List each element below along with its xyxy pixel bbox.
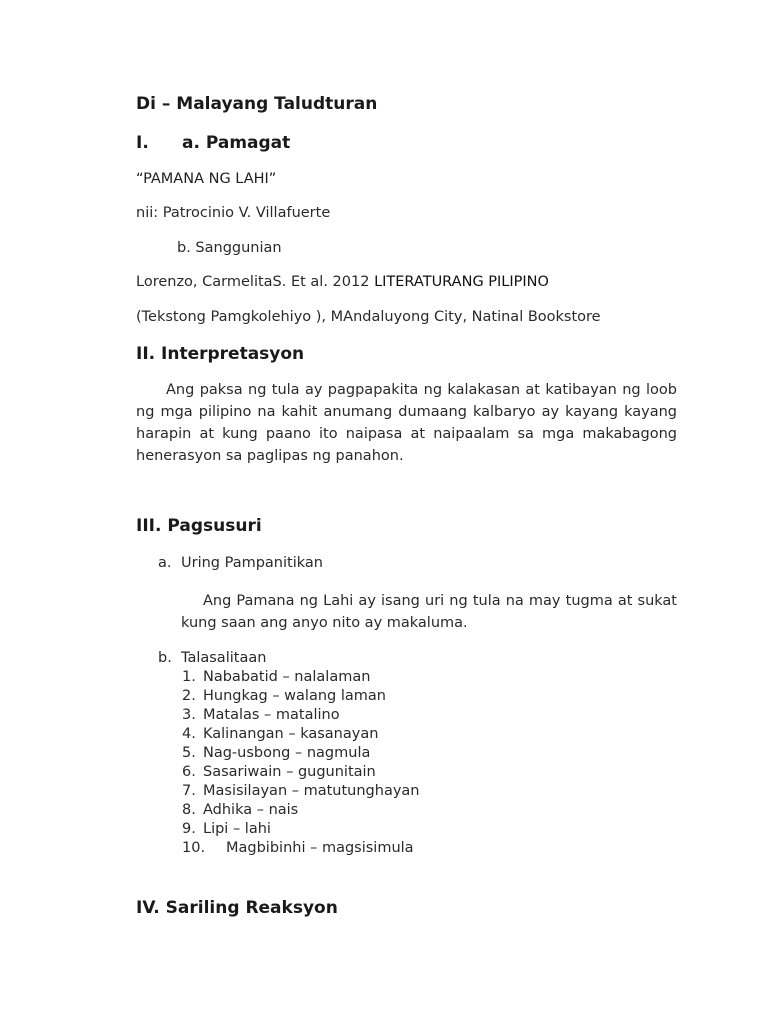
list-item-number: 6. — [182, 764, 196, 780]
list-item-number: 3. — [182, 707, 196, 723]
section-3-heading: III. Pagsusuri — [136, 516, 262, 536]
interpretation-text: Ang paksa ng tula ay pagpapakita ng kalakasan at katibayan ng loob ng mga pilipino na kahit anumang dumaang kalbaryo ay kayang kayang harapin at kung paano ito naipasa at naipaalam sa mga makabagong henerasyon sa paglipas ng panahon. — [136, 382, 677, 464]
list-item-text: Nababatid – nalalaman — [203, 669, 371, 685]
list-item-number: 10. — [182, 840, 206, 856]
list-item-number: 8. — [182, 802, 196, 818]
list-item — [182, 744, 420, 763]
section-1-subheading-pamagat: a. Pamagat — [182, 133, 291, 153]
list-item-text: Kalinangan – kasanayan — [203, 726, 379, 742]
poem-author: nii: Patrocinio V. Villafuerte — [136, 205, 331, 221]
list-item-number: 5. — [182, 745, 196, 761]
poem-title: “PAMANA NG LAHI” — [136, 171, 277, 187]
section-2-heading: II. Interpretasyon — [136, 344, 305, 364]
item-a-uring-pampanitikan — [158, 555, 323, 571]
item-b-marker: b. — [158, 650, 172, 666]
item-b-label: Talasalitaan — [181, 650, 267, 666]
list-item-text: Nag-usbong – nagmula — [203, 745, 371, 761]
reference-line-1 — [136, 274, 549, 290]
item-a-label: Uring Pampanitikan — [181, 555, 323, 571]
list-item-text: Magbibinhi – magsisimula — [226, 840, 414, 856]
reference-book-title: LITERATURANG PILIPINO — [374, 274, 549, 290]
list-item — [182, 801, 420, 820]
list-item-number: 9. — [182, 821, 196, 837]
uring-pampanitikan-text: Ang Pamana ng Lahi ay isang uri ng tula na may tugma at sukat kung saan ang anyo nito ay makaluma. — [181, 593, 677, 631]
section-4-heading: IV. Sariling Reaksyon — [136, 898, 338, 918]
vocabulary-list — [182, 668, 420, 858]
section-1-subheading-sanggunian: b. Sanggunian — [177, 240, 282, 256]
list-item-text: Matalas – matalino — [203, 707, 340, 723]
list-item — [182, 782, 420, 801]
list-item-number: 7. — [182, 783, 196, 799]
reference-authors: Lorenzo, CarmelitaS. Et al. 2012 — [136, 274, 375, 290]
list-item-text: Masisilayan – matutunghayan — [203, 783, 420, 799]
list-item — [182, 706, 420, 725]
list-item — [182, 820, 420, 839]
list-item-number: 4. — [182, 726, 196, 742]
item-b-talasalitaan — [158, 650, 266, 666]
list-item — [182, 687, 420, 706]
interpretation-paragraph — [136, 379, 677, 467]
document-title: Di – Malayang Taludturan — [136, 94, 378, 114]
list-item-text: Hungkag – walang laman — [203, 688, 386, 704]
list-item-number: 1. — [182, 669, 196, 685]
list-item — [182, 668, 420, 687]
list-item — [182, 725, 420, 744]
reference-line-2: (Tekstong Pamgkolehiyo ), MAndaluyong City, Natinal Bookstore — [136, 309, 601, 325]
list-item-text: Lipi – lahi — [203, 821, 271, 837]
list-item-number: 2. — [182, 688, 196, 704]
list-item-text: Sasariwain – gugunitain — [203, 764, 376, 780]
list-item — [182, 763, 420, 782]
section-1-number: I. — [136, 133, 149, 153]
list-item-text: Adhika – nais — [203, 802, 299, 818]
list-item — [182, 839, 420, 858]
uring-pampanitikan-paragraph — [181, 590, 677, 634]
item-a-marker: a. — [158, 555, 172, 571]
